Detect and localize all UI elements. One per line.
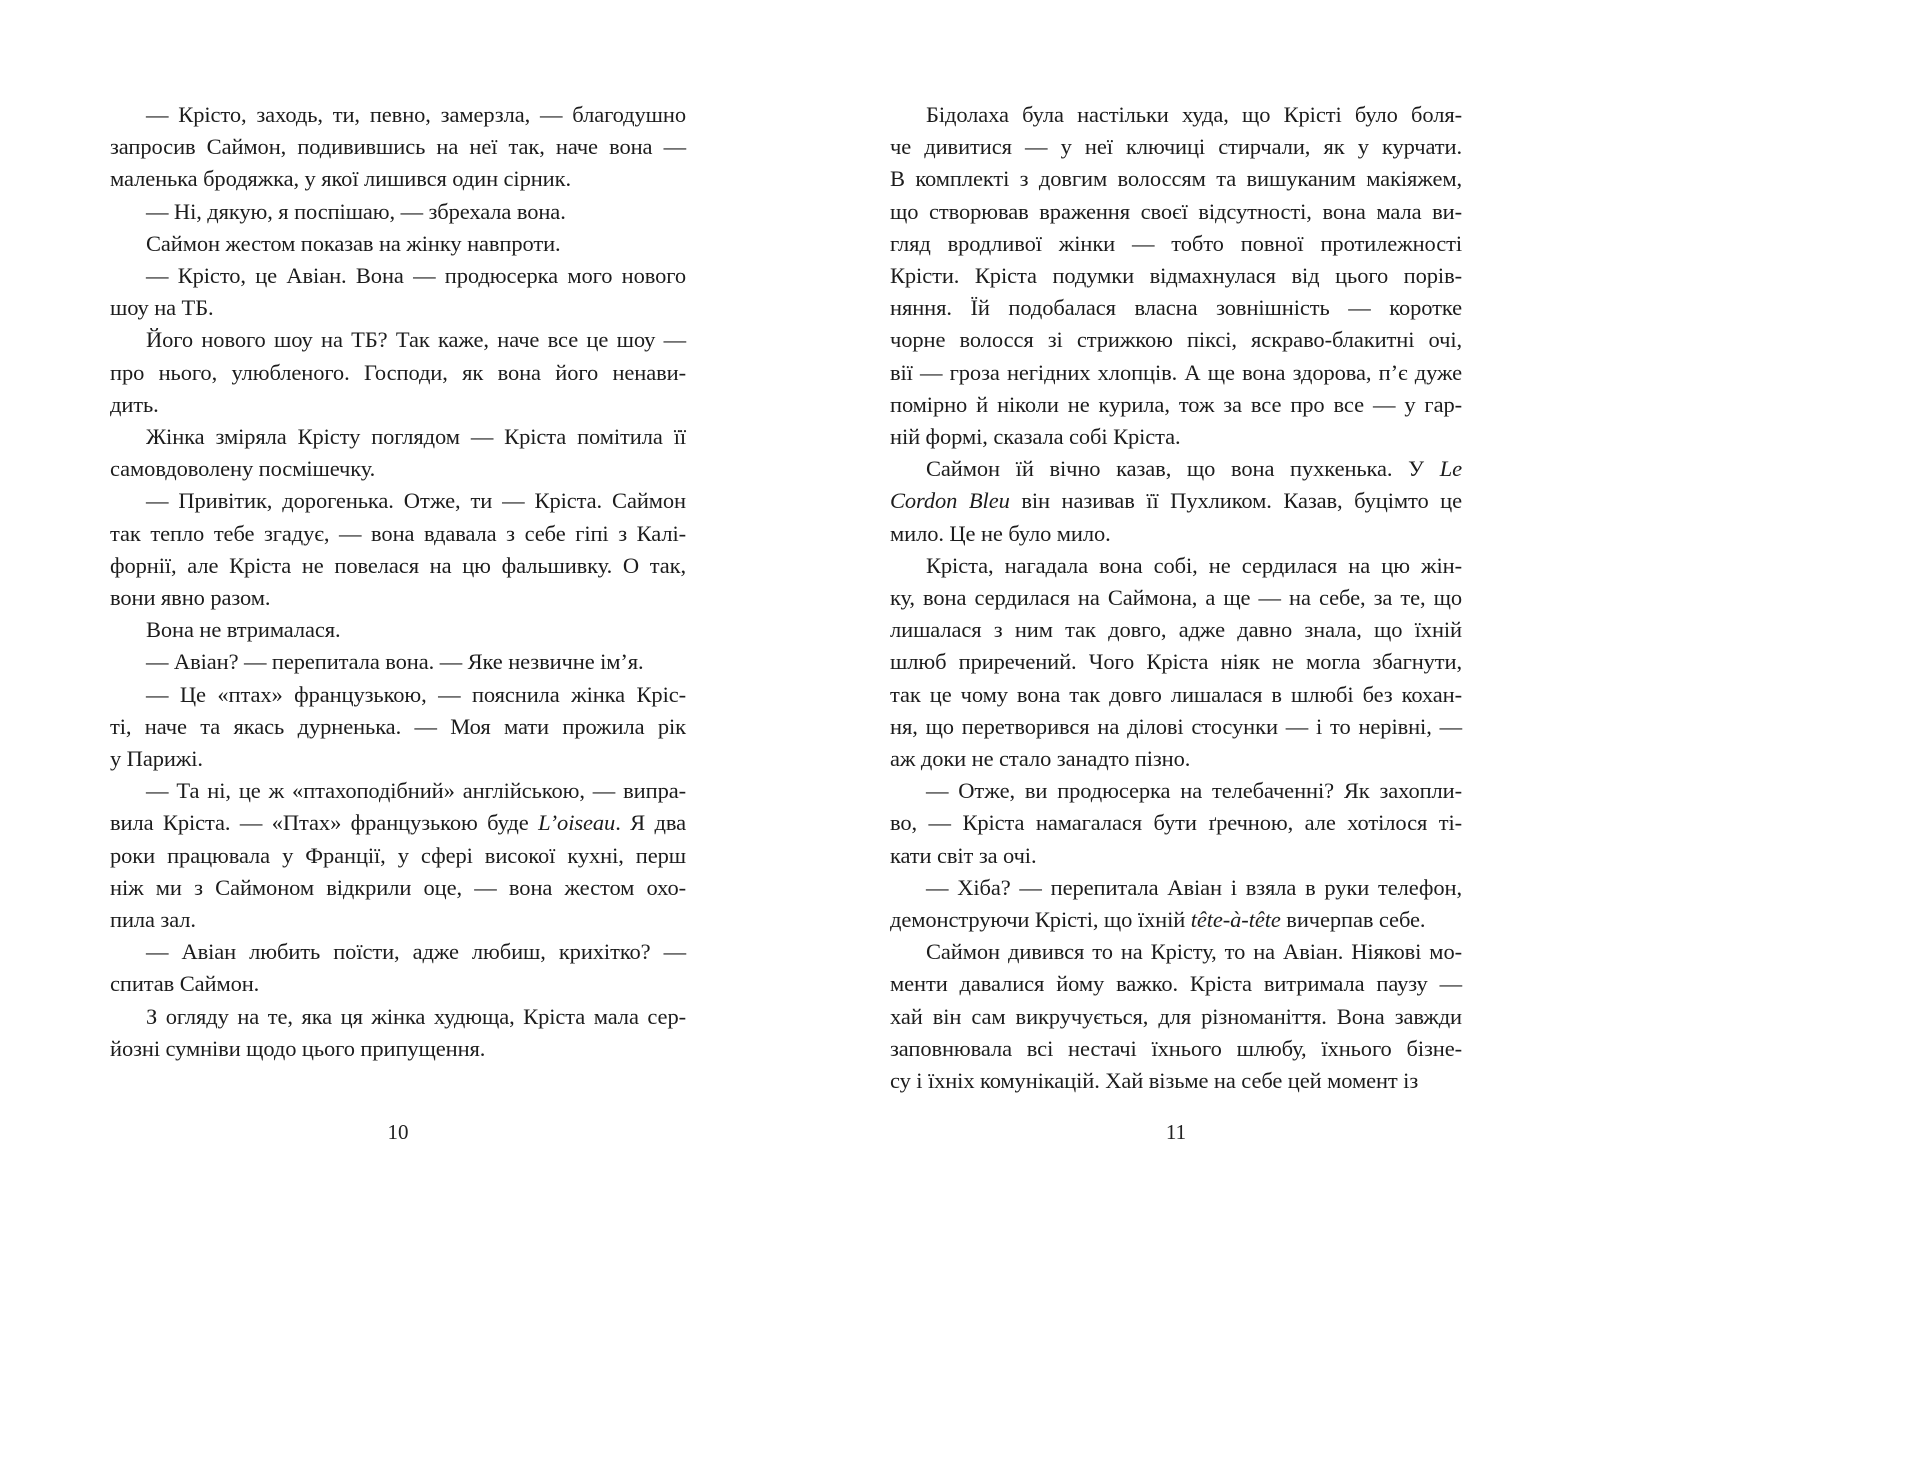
text-line: помірно й ніколи не курила, тож за все про все — у гар- (890, 391, 1462, 417)
text-line: ті, наче та якась дурненька. — Моя мати прожила рік (110, 713, 686, 739)
text-line: Cordon Bleu він називав її Пухликом. Казав, буцімто це (890, 488, 1463, 514)
text-line: демонструючи Крісті, що їхній tête-à-tête вичерпав себе. (890, 907, 1426, 933)
text-line: ку, вона сердилася на Саймона, а ще — на себе, за те, що (890, 585, 1462, 611)
text-line: у Парижі. (110, 746, 203, 772)
text-line: гляд вродливої жінки — тобто повної протилежності (890, 230, 1462, 256)
text-line: вони явно разом. (110, 585, 271, 611)
page-text-right (890, 99, 1462, 1097)
text-line: — Отже, ви продюсерка на телебаченні? Як захопли- (926, 778, 1462, 804)
paragraph (110, 196, 686, 228)
text-line: спитав Саймон. (110, 971, 260, 997)
text-line: лишалася з ним так довго, адже давно знала, що їхній (890, 617, 1462, 643)
paragraph (110, 485, 686, 614)
text-line: няння. Їй подобалася власна зовнішність — коротке (890, 295, 1462, 321)
text-line: вила Кріста. — «Птах» французькою буде L’oiseau. Я два (110, 810, 686, 836)
paragraph (110, 679, 686, 776)
text-line: шоу на ТБ. (110, 295, 214, 321)
text-line: — Хіба? — перепитала Авіан і взяла в руки телефон, (926, 874, 1462, 900)
text-line: Вона не втрималася. (146, 617, 341, 643)
text-line: аж доки не стало занадто пізно. (890, 746, 1191, 772)
paragraph (890, 872, 1462, 936)
text-line: ній формі, сказала собі Кріста. (890, 424, 1181, 450)
text-line: су і їхніх комунікацій. Хай візьме на себе цей момент із (890, 1068, 1419, 1094)
text-line: Жінка зміряла Крісту поглядом — Кріста помітила її (146, 424, 686, 450)
text-line: Саймон їй вічно казав, що вона пухкенька. У Le (926, 456, 1462, 482)
paragraph (890, 550, 1462, 775)
text-line: — Крісто, це Авіан. Вона — продюсерка мого нового (146, 263, 686, 289)
text-line: ніж ми з Саймоном відкрили оце, — вона жестом охо- (110, 874, 686, 900)
text-line: Саймон дивився то на Крісту, то на Авіан. Ніякові мо- (926, 939, 1462, 965)
text-line: — Це «птах» французькою, — пояснила жінка Кріс- (146, 681, 686, 707)
text-line: — Крісто, заходь, ти, певно, замерзла, — благодушно (146, 102, 686, 127)
text-line: че дивитися — у неї ключиці стирчали, як у курчати. (890, 134, 1462, 160)
text-line: Кріста, нагадала вона собі, не сердилася на цю жін- (926, 552, 1462, 578)
text-line: — Привітик, дорогенька. Отже, ти — Кріста. Саймон (146, 488, 686, 514)
text-line: во, — Кріста намагалася бути ґречною, але хотілося ті- (890, 810, 1462, 836)
text-line: дить. (110, 391, 159, 417)
text-line: так це чому вона так довго лишалася в шлюбі без кохан- (890, 681, 1462, 707)
text-line: чорне волосся зі стрижкою піксі, яскраво-блакитні очі, (890, 327, 1462, 353)
text-line: — Авіан любить поїсти, адже любиш, крихітко? — (146, 939, 686, 965)
paragraph (110, 324, 686, 421)
text-line: — Та ні, це ж «птахоподібний» англійською, — випра- (146, 778, 686, 804)
page-number-right: 11 (1165, 1120, 1187, 1144)
text-line: — Авіан? — перепитала вона. — Яке незвичне ім’я. (146, 649, 644, 675)
paragraph (110, 646, 686, 678)
paragraph (890, 936, 1462, 1097)
text-line: ня, що перетворився на ділові стосунки — і то нерівні, — (890, 713, 1462, 739)
text-line: Саймон жестом показав на жінку навпроти. (146, 230, 561, 256)
text-line: З огляду на те, яка ця жінка худюща, Кріста мала сер- (146, 1003, 686, 1029)
text-line: В комплекті з довгим волоссям та вишуканим макіяжем, (890, 166, 1462, 192)
paragraph (110, 1001, 686, 1065)
paragraph (110, 228, 686, 260)
text-line: йозні сумніви щодо цього припущення. (110, 1035, 486, 1061)
text-line: Крісти. Кріста подумки відмахнулася від цього порів- (890, 263, 1462, 289)
text-line: Бідолаха була настільки худа, що Крісті було боля- (926, 102, 1462, 127)
text-line: про нього, улюбленого. Господи, як вона його ненави- (110, 359, 686, 385)
paragraph (110, 99, 686, 196)
text-line: запросив Саймон, подивившись на неї так, наче вона — (110, 134, 686, 160)
text-line: хай він сам викручується, для різноманіття. Вона завжди (890, 1003, 1462, 1029)
text-line: маленька бродяжка, у якої лишився один сірник. (110, 166, 571, 192)
text-line: так тепло тебе згадує, — вона вдавала з себе гіпі з Калі- (110, 520, 686, 546)
text-line: — Ні, дякую, я поспішаю, — збрехала вона. (146, 198, 566, 224)
text-line: вії — гроза негідних хлопців. А ще вона здорова, п’є дуже (890, 359, 1462, 385)
text-line: кати світ за очі. (890, 842, 1037, 868)
text-line: заповнювала всі нестачі їхнього шлюбу, їхнього бізне- (890, 1035, 1462, 1061)
text-line: самовдоволену посмішечку. (110, 456, 376, 482)
paragraph (110, 614, 686, 646)
text-line: форнії, але Кріста не повелася на цю фальшивку. О так, (110, 552, 686, 578)
paragraph (110, 936, 686, 1000)
paragraph (110, 260, 686, 324)
paragraph (890, 453, 1462, 550)
paragraph (890, 99, 1462, 453)
paragraph (110, 775, 686, 936)
page-text-left (110, 99, 686, 1065)
text-line: що створював враження своєї відсутності, вона мала ви- (890, 198, 1462, 224)
text-line: пила зал. (110, 907, 196, 933)
paragraph (890, 775, 1462, 872)
paragraph (110, 421, 686, 485)
page-number-left: 10 (387, 1120, 409, 1144)
text-line: менти давалися йому важко. Кріста витримала паузу — (890, 971, 1462, 997)
text-line: мило. Це не було мило. (890, 520, 1111, 546)
text-line: шлюб приречений. Чого Кріста ніяк не могла збагнути, (890, 649, 1462, 675)
text-line: Його нового шоу на ТБ? Так каже, наче все це шоу — (146, 327, 686, 353)
text-line: роки працювала у Франції, у сфері високої кухні, перш (110, 842, 686, 868)
